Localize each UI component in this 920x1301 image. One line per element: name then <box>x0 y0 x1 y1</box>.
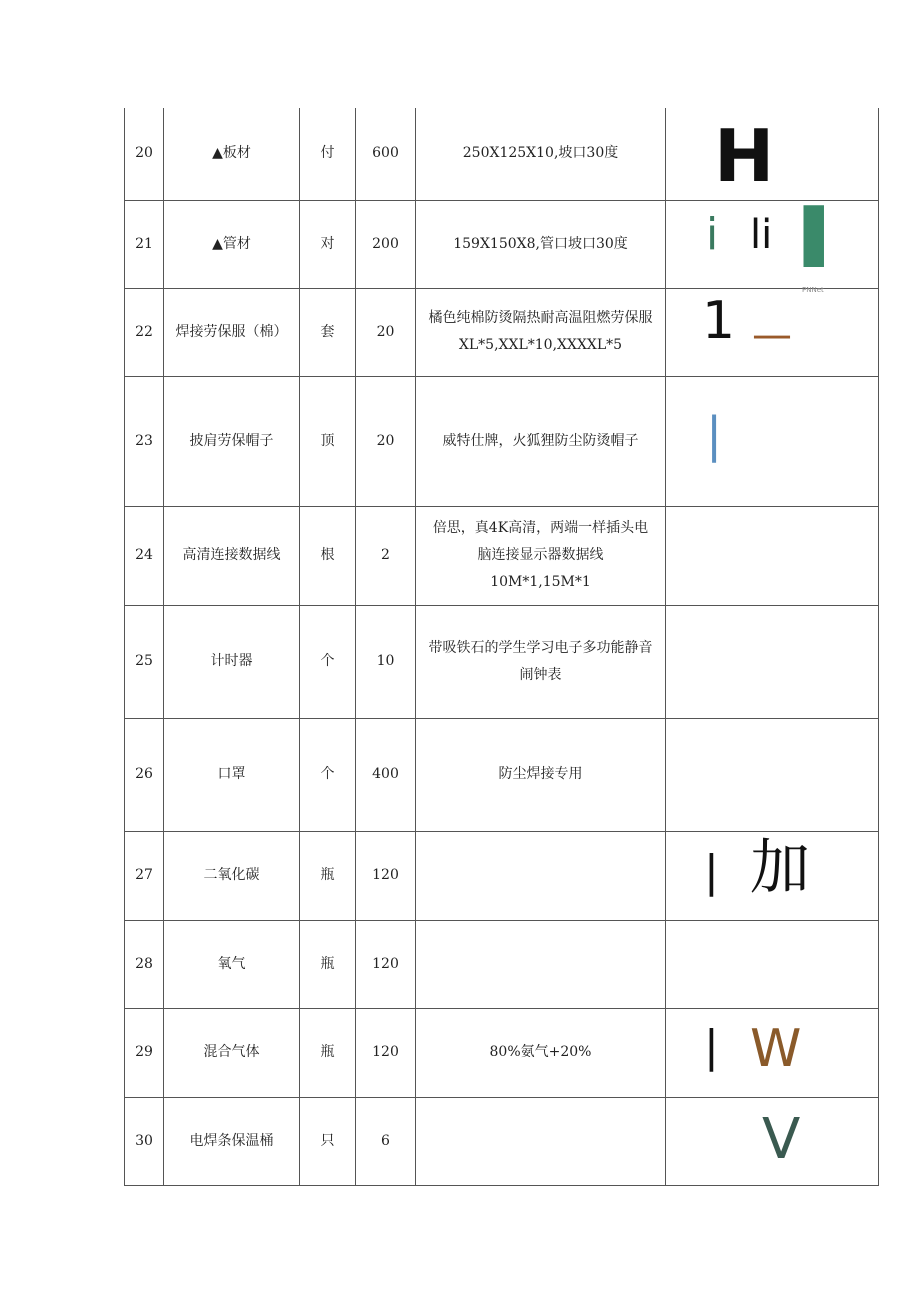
row-number-cell: 21 <box>125 200 164 288</box>
spec-line: 橘色纯棉防烫隔热耐高温阻燃劳保服 <box>428 310 653 326</box>
image-fragment: 加 <box>750 832 810 903</box>
item-name-cell: 焊接劳保服（棉） <box>164 288 300 376</box>
spec-cell <box>416 605 666 718</box>
image-cell <box>666 1097 879 1185</box>
table-row <box>125 920 879 1008</box>
unit-cell: 顶 <box>300 376 356 506</box>
item-name-cell: ▲管材 <box>164 200 300 288</box>
spec-line: 防尘焊接专用 <box>498 766 583 782</box>
unit-cell: 付 <box>300 108 356 200</box>
product-image-area <box>670 1009 874 1097</box>
spec-line: 带吸铁石的学生学习电子多功能静音 <box>428 639 653 656</box>
spec-line: 倍思，真4K高清，两端一样插头电 <box>432 520 649 536</box>
item-name-cell: 二氧化碳 <box>164 831 300 920</box>
product-table-sheet <box>124 108 878 1186</box>
image-fragment: i <box>706 208 719 260</box>
image-cell <box>666 200 879 288</box>
spec-line: 80%氨气+20% <box>489 1044 592 1060</box>
row-number-cell: 25 <box>125 605 164 718</box>
image-cell <box>666 1008 879 1097</box>
image-cell <box>666 718 879 831</box>
quantity-cell: 600 <box>356 108 416 200</box>
item-name-cell: 高清连接数据线 <box>164 506 300 605</box>
row-number-cell: 28 <box>125 920 164 1008</box>
image-fragment: W <box>750 1018 802 1079</box>
spec-line: 威特仕牌，火狐狸防尘防烫帽子 <box>442 432 639 449</box>
row-number-cell: 26 <box>125 718 164 831</box>
image-fragment: PNNet <box>802 285 824 294</box>
quantity-cell: 120 <box>356 1008 416 1097</box>
image-fragment: | <box>706 406 723 463</box>
image-fragment: ▌ <box>804 206 844 267</box>
image-cell <box>666 285 879 376</box>
spec-cell <box>416 831 666 920</box>
table-row <box>125 831 879 920</box>
table-row <box>125 506 879 605</box>
product-image-area <box>670 108 874 199</box>
image-fragment: V <box>762 1106 801 1172</box>
image-fragment: li <box>750 211 773 258</box>
quantity-cell: 20 <box>356 376 416 506</box>
image-fragment: — <box>752 311 792 358</box>
spec-line: 10M*1,15M*1 <box>490 574 591 590</box>
table-row <box>125 108 879 200</box>
row-number-cell: 20 <box>125 108 164 200</box>
quantity-cell: 120 <box>356 831 416 920</box>
unit-cell: 个 <box>300 718 356 831</box>
product-image-area <box>670 377 874 506</box>
table-row <box>125 605 879 718</box>
quantity-cell: 200 <box>356 200 416 288</box>
image-cell <box>666 108 879 200</box>
product-image-area <box>670 832 874 920</box>
image-cell <box>666 506 879 605</box>
product-image-area <box>670 606 874 718</box>
row-number-cell: 27 <box>125 831 164 920</box>
image-fragment: H <box>714 114 775 199</box>
image-cell <box>666 376 879 506</box>
quantity-cell: 6 <box>356 1097 416 1185</box>
spec-line: 159X150X8,管口坡口30度 <box>453 235 628 252</box>
spec-cell <box>416 506 666 605</box>
image-cell <box>666 831 879 920</box>
quantity-cell: 2 <box>356 506 416 605</box>
unit-cell: 瓶 <box>300 1008 356 1097</box>
unit-cell: 瓶 <box>300 920 356 1008</box>
unit-cell: 个 <box>300 605 356 718</box>
spec-cell <box>416 200 666 288</box>
image-cell <box>666 920 879 1008</box>
product-image-area <box>670 507 874 605</box>
spec-cell <box>416 1097 666 1185</box>
spec-line: 250X125X10,坡口30度 <box>462 145 619 162</box>
image-fragment: | <box>704 845 719 897</box>
spec-line: 脑连接显示器数据线 <box>477 547 604 563</box>
spec-cell <box>416 288 666 376</box>
product-image-area <box>670 1098 874 1185</box>
row-number-cell: 22 <box>125 288 164 376</box>
item-name-cell: 氧气 <box>164 920 300 1008</box>
table-row <box>125 718 879 831</box>
product-image-area <box>670 201 874 288</box>
spec-cell <box>416 108 666 200</box>
spec-cell <box>416 1008 666 1097</box>
product-table <box>124 108 879 1186</box>
image-fragment: 1 <box>702 290 736 351</box>
table-row <box>125 200 879 288</box>
product-image-area <box>670 285 874 376</box>
unit-cell: 瓶 <box>300 831 356 920</box>
spec-cell <box>416 718 666 831</box>
item-name-cell: 电焊条保温桶 <box>164 1097 300 1185</box>
unit-cell: 根 <box>300 506 356 605</box>
spec-line: XL*5,XXL*10,XXXXL*5 <box>458 337 623 353</box>
unit-cell: 对 <box>300 200 356 288</box>
row-number-cell: 23 <box>125 376 164 506</box>
quantity-cell: 10 <box>356 605 416 718</box>
quantity-cell: 120 <box>356 920 416 1008</box>
spec-line: 闹钟表 <box>519 666 562 683</box>
quantity-cell: 20 <box>356 288 416 376</box>
row-number-cell: 30 <box>125 1097 164 1185</box>
image-cell <box>666 605 879 718</box>
table-row <box>125 288 879 376</box>
product-image-area <box>670 719 874 831</box>
image-fragment: | <box>704 1020 719 1072</box>
item-name-cell: 计时器 <box>164 605 300 718</box>
row-number-cell: 29 <box>125 1008 164 1097</box>
item-name-cell: 口罩 <box>164 718 300 831</box>
spec-cell <box>416 920 666 1008</box>
row-number-cell: 24 <box>125 506 164 605</box>
unit-cell: 套 <box>300 288 356 376</box>
unit-cell: 只 <box>300 1097 356 1185</box>
table-row <box>125 376 879 506</box>
product-table-body <box>125 108 879 1185</box>
item-name-cell: ▲板材 <box>164 108 300 200</box>
item-name-cell: 披肩劳保帽子 <box>164 376 300 506</box>
quantity-cell: 400 <box>356 718 416 831</box>
table-row <box>125 1097 879 1185</box>
item-name-cell: 混合气体 <box>164 1008 300 1097</box>
product-image-area <box>670 921 874 1008</box>
spec-cell <box>416 376 666 506</box>
table-row <box>125 1008 879 1097</box>
